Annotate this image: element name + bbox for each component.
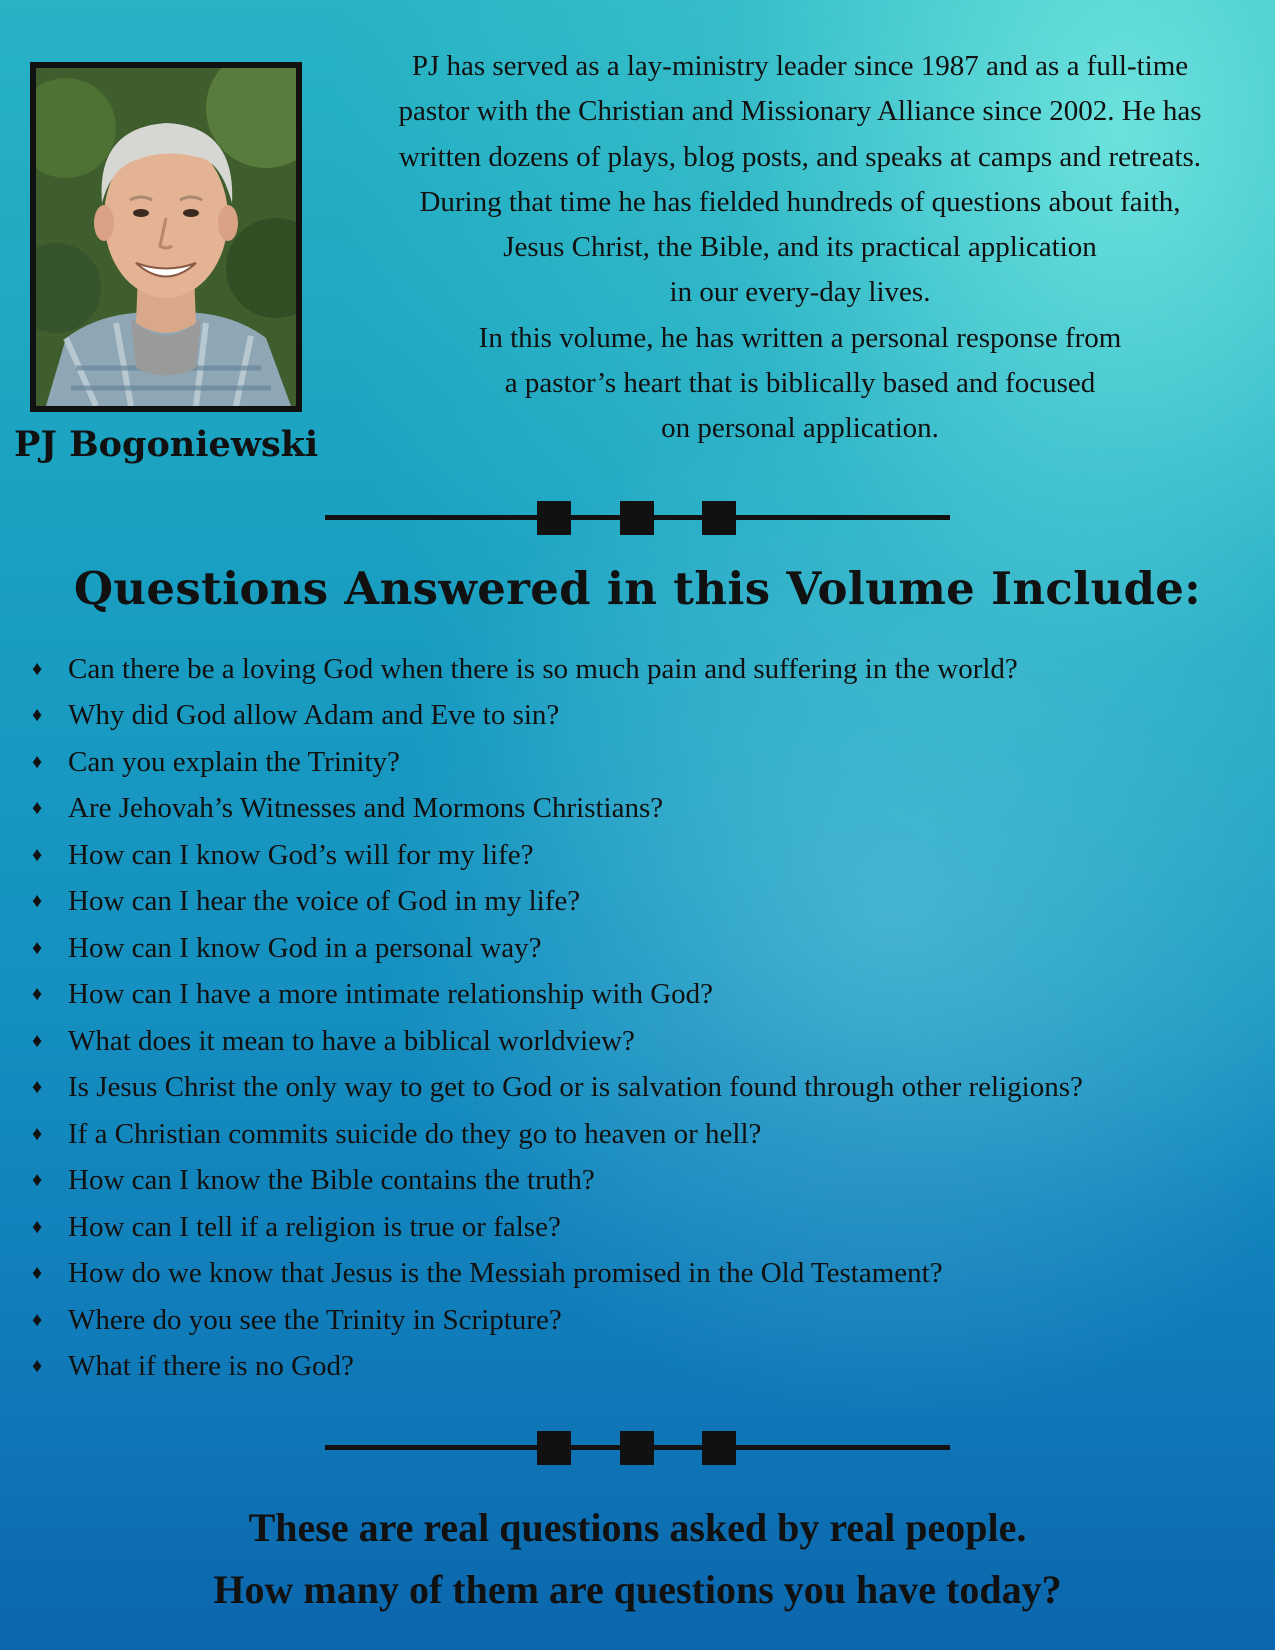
diamond-bullet-icon: ♦ — [32, 890, 43, 913]
question-text: Is Jesus Christ the only way to get to God or is salvation found through other religions? — [68, 1071, 1083, 1104]
list-item — [30, 786, 1270, 833]
list-item — [30, 1111, 1270, 1158]
diamond-bullet-icon: ♦ — [32, 936, 43, 959]
question-text: Why did God allow Adam and Eve to sin? — [68, 699, 560, 732]
bio-line: pastor with the Christian and Missionary Alliance since 2002. He has — [398, 95, 1202, 128]
ornamental-divider-bottom — [325, 1428, 950, 1468]
list-item — [30, 879, 1270, 926]
author-photo — [36, 68, 296, 406]
author-bio — [330, 44, 1270, 452]
list-item — [30, 925, 1270, 972]
question-text: Can you explain the Trinity? — [68, 745, 400, 778]
question-text: Can there be a loving God when there is so much pain and suffering in the world? — [68, 652, 1018, 685]
questions-list — [30, 646, 1270, 1390]
diamond-bullet-icon: ♦ — [32, 1169, 43, 1192]
closing-line-1: These are real questions asked by real people. — [248, 1505, 1027, 1550]
question-text: If a Christian commits suicide do they go to heaven or hell? — [68, 1117, 762, 1150]
list-item — [30, 1204, 1270, 1251]
author-name: PJ Bogoniewski — [14, 424, 319, 465]
diamond-bullet-icon: ♦ — [32, 657, 43, 680]
diamond-bullet-icon: ♦ — [32, 1122, 43, 1145]
questions-heading: Questions Answered in this Volume Include: — [73, 562, 1202, 615]
list-item — [30, 739, 1270, 786]
author-portrait-illustration — [36, 68, 296, 406]
question-text: Are Jehovah’s Witnesses and Mormons Christians? — [68, 792, 664, 825]
diamond-bullet-icon: ♦ — [32, 843, 43, 866]
list-item — [30, 1297, 1270, 1344]
question-text: What does it mean to have a biblical worldview? — [68, 1024, 635, 1057]
diamond-bullet-icon: ♦ — [32, 1215, 43, 1238]
bio-line: PJ has served as a lay-ministry leader since 1987 and as a full-time — [411, 50, 1189, 82]
question-text: How do we know that Jesus is the Messiah promised in the Old Testament? — [68, 1257, 943, 1290]
bio-line: in our every-day lives. — [669, 276, 931, 309]
diamond-bullet-icon: ♦ — [32, 1029, 43, 1052]
list-item — [30, 1158, 1270, 1205]
question-text: What if there is no God? — [68, 1350, 354, 1383]
question-text: How can I know God in a personal way? — [68, 931, 542, 964]
question-text: How can I know God’s will for my life? — [68, 838, 534, 871]
diamond-bullet-icon: ♦ — [32, 797, 43, 820]
diamond-bullet-icon: ♦ — [32, 1262, 43, 1285]
list-item — [30, 1344, 1270, 1391]
diamond-bullet-icon: ♦ — [32, 750, 43, 773]
ornamental-divider-top — [325, 498, 950, 538]
bio-line: Jesus Christ, the Bible, and its practical application — [503, 231, 1097, 264]
list-item — [30, 972, 1270, 1019]
bio-line: written dozens of plays, blog posts, and speaks at camps and retreats. — [398, 140, 1202, 173]
list-item — [30, 832, 1270, 879]
question-text: How can I hear the voice of God in my life? — [68, 885, 581, 918]
question-text: How can I have a more intimate relationship with God? — [68, 978, 714, 1011]
list-item — [30, 1018, 1270, 1065]
list-item — [30, 1251, 1270, 1298]
diamond-bullet-icon: ♦ — [32, 1076, 43, 1099]
question-text: Where do you see the Trinity in Scripture? — [68, 1303, 562, 1336]
list-item — [30, 693, 1270, 740]
list-item — [30, 646, 1270, 693]
bio-line: on personal application. — [661, 412, 939, 445]
question-text: How can I know the Bible contains the truth? — [68, 1164, 595, 1197]
bio-line: During that time he has fielded hundreds of questions about faith, — [419, 185, 1181, 218]
diamond-bullet-icon: ♦ — [32, 983, 43, 1006]
author-photo-frame — [30, 62, 302, 412]
closing-line-2: How many of them are questions you have today? — [213, 1567, 1062, 1612]
bio-line: a pastor’s heart that is biblically based and focused — [504, 367, 1096, 400]
diamond-bullet-icon: ♦ — [32, 1308, 43, 1331]
diamond-bullet-icon: ♦ — [32, 704, 43, 727]
list-item — [30, 1065, 1270, 1112]
question-text: How can I tell if a religion is true or false? — [68, 1210, 561, 1243]
diamond-bullet-icon: ♦ — [32, 1355, 43, 1378]
bio-line: In this volume, he has written a personal response from — [478, 321, 1122, 354]
